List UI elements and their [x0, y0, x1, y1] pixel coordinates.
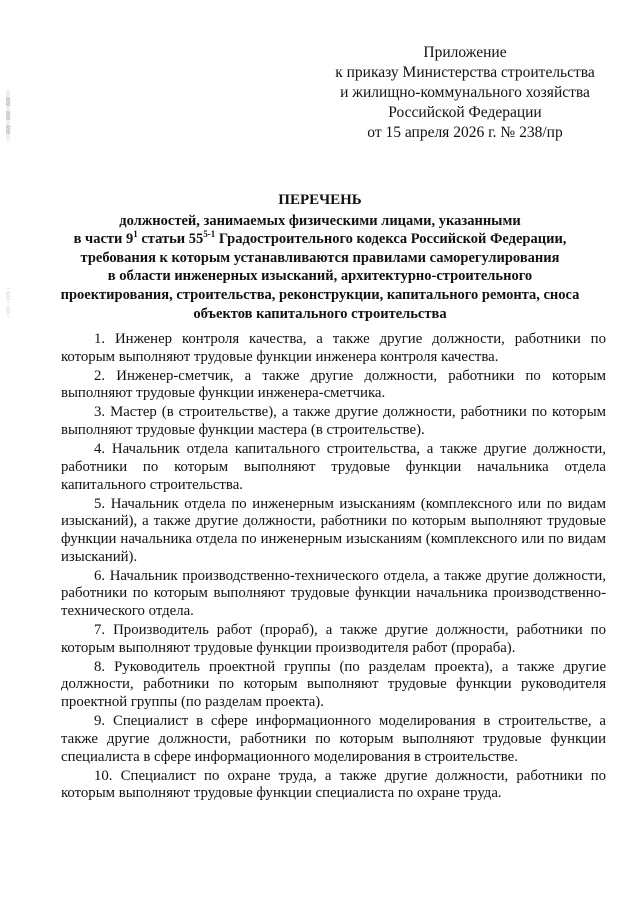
appendix-line: Приложение: [423, 44, 507, 61]
list-item: [61, 441, 606, 494]
item-text: Мастер (в строительстве), а также другие должности, работники по которым выполняют трудовые функции мастера (в строительстве).: [61, 404, 606, 439]
appendix-line: и жилищно-коммунального хозяйства: [340, 84, 590, 101]
item-text: Начальник производственно-технического отдела, а также другие должности, работники по которым выполняют трудовые функции начальника производственно-технического отдела.: [61, 567, 607, 620]
item-number: 4.: [94, 441, 106, 458]
list-item: [61, 713, 606, 766]
item-text: Инженер-сметчик, а также другие должности, работники по которым выполняют трудовые функции инженера-сметчика.: [61, 367, 606, 402]
list-item: [61, 568, 606, 621]
list-item: [61, 404, 606, 439]
item-text: Начальник отдела по инженерным изысканиям (комплексного или по видам изысканий), а также другие должности, работники по которым выполняют трудовые функции начальника отдела по инженерным изысканиям (комплексного или по видам изысканий).: [61, 495, 606, 565]
title-line: требования к которым устанавливаются правилами саморегулирования: [80, 249, 560, 266]
title-superscript: 1: [133, 229, 138, 240]
item-number: 7.: [94, 622, 106, 639]
item-number: 10.: [94, 767, 113, 784]
title-line: объектов капитального строительства: [193, 305, 447, 322]
title-line: проектирования, строительства, реконструкции, капитального ремонта, сноса: [60, 286, 580, 303]
title-text: в части 9: [73, 231, 134, 248]
appendix-line: к приказу Министерства строительства: [335, 64, 595, 81]
title-text: статьи 55: [137, 231, 204, 248]
item-text: Специалист по охране труда, а также другие должности, работники по которым выполняют трудовые функции специалиста по охране труда.: [61, 767, 607, 802]
title-line: [40, 230, 600, 249]
list-item: [61, 622, 606, 657]
item-number: 5.: [94, 495, 106, 512]
item-text: Производитель работ (прораб), а также другие должности, работники по которым выполняют трудовые функции производителя работ (прораба).: [61, 622, 606, 656]
scan-artifact-top: ░ ▒ ░ ▒ ░ ▒ ░: [6, 91, 11, 141]
item-text: Руководитель проектной группы (по разделам проекта), а также другие должности, работники по которым выполняют трудовые функции руководителя проектной группы (по разделам проекта).: [61, 658, 607, 711]
list-item: [61, 496, 606, 567]
list-item: [61, 768, 606, 803]
item-text: Специалист в сфере информационного моделирования в строительстве, а также другие должности, работники по которым выполняют трудовые функции специалиста в сфере информационного моделирования в строительстве.: [61, 713, 607, 765]
title-superscript: 5-1: [203, 229, 216, 240]
list-item: [61, 659, 606, 712]
appendix-header: [330, 43, 600, 143]
title-line: должностей, занимаемых физическими лицами, указанными: [119, 212, 521, 229]
appendix-line: Российской Федерации: [388, 104, 542, 121]
item-number: 9.: [94, 713, 106, 730]
item-number: 6.: [94, 567, 106, 584]
list-item: [61, 331, 606, 366]
item-number: 2.: [94, 367, 106, 384]
item-text: Начальник отдела капитального строительства, а также другие должности, работники по которым выполняют трудовые функции начальника отдела капитального строительства.: [61, 441, 606, 493]
title-line: в области инженерных изысканий, архитектурно-строительного: [107, 268, 533, 285]
item-number: 8.: [94, 658, 106, 675]
list-item: [61, 368, 606, 403]
item-text: Инженер контроля качества, а также другие должности, работники по которым выполняют трудовые функции инженера контроля качества.: [61, 331, 606, 365]
title-heading: ПЕРЕЧЕНЬ: [278, 192, 362, 208]
positions-list: [61, 331, 606, 804]
scan-artifact-middle: · ░ · ░ ·: [6, 285, 11, 321]
title-text: Градостроительного кодекса Российской Федерации,: [215, 231, 567, 248]
appendix-line: от 15 апреля 2026 г. № 238/пр: [367, 124, 563, 141]
document-title: [40, 191, 600, 323]
item-number: 1.: [94, 331, 106, 347]
item-number: 3.: [94, 404, 106, 421]
